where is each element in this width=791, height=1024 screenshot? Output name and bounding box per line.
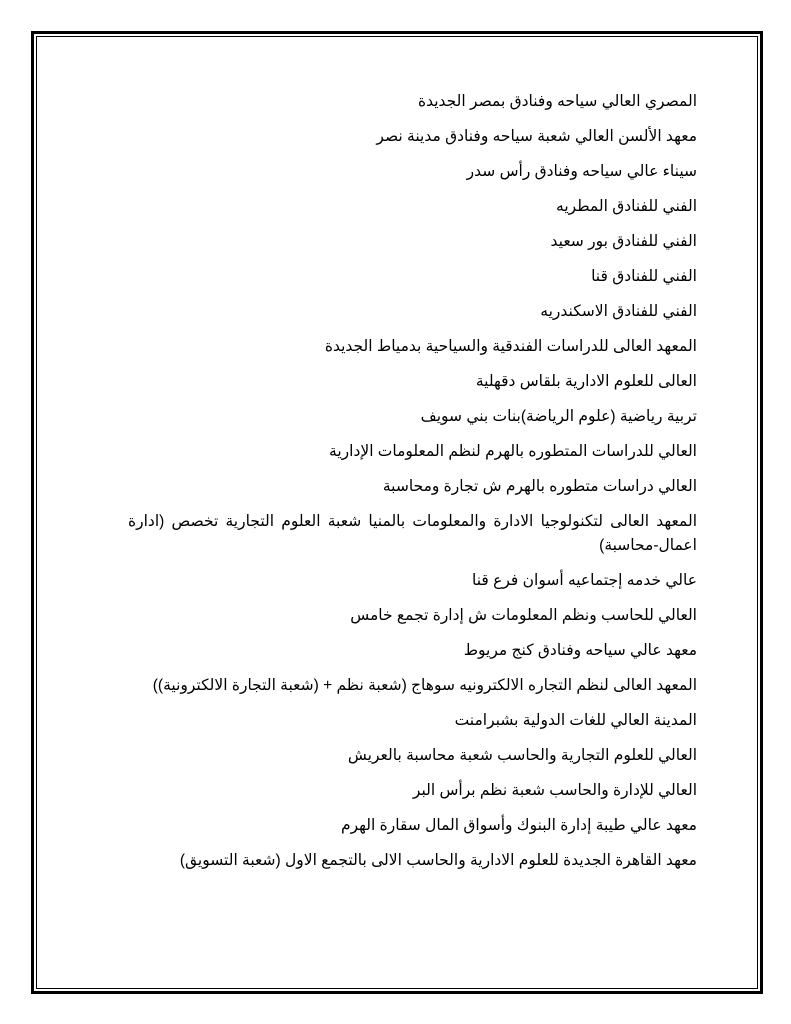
list-item: معهد عالي طيبة إدارة البنوك وأسواق المال سقارة الهرم — [341, 817, 697, 834]
list-item: الفني للفنادق المطريه — [556, 198, 697, 215]
list-item: العالي للحاسب ونظم المعلومات ش إدارة تجمع خامس — [350, 607, 697, 624]
list-item: الفني للفنادق الاسكندريه — [540, 303, 697, 320]
list-item: المعهد العالى لنظم التجاره الالكترونيه سوهاج (شعبة نظم + (شعبة التجارة الالكترونية)) — [152, 677, 697, 694]
list-item: العالي للعلوم التجارية والحاسب شعبة محاسبة بالعريش — [347, 747, 697, 764]
list-item: العالى للعلوم الادارية بلقاس دقهلية — [475, 373, 697, 390]
list-item: العالي دراسات متطوره بالهرم ش تجارة ومحاسبة — [382, 478, 697, 495]
list-item: المعهد العالى للدراسات الفندقية والسياحية بدمياط الجديدة — [324, 338, 697, 355]
list-item: المعهد العالى لتكنولوجيا الادارة والمعلومات بالمنيا شعبة العلوم التجارية تخصص (ادارة اعمال-محاسبة) — [128, 513, 697, 554]
list-item: معهد الألسن العالي شعبة سياحه وفنادق مدينة نصر — [376, 128, 697, 145]
list-item: تربية رياضية (علوم الرياضة)بنات بني سويف — [420, 408, 697, 425]
institute-list — [128, 90, 697, 884]
list-item: معهد القاهرة الجديدة للعلوم الادارية والحاسب الالى بالتجمع الاول (شعبة التسويق) — [179, 852, 697, 869]
list-item: الفني للفنادق بور سعيد — [550, 233, 697, 250]
list-item: عالي خدمه إجتماعيه أسوان فرع قنا — [472, 572, 697, 589]
list-item: الفني للفنادق قنا — [591, 268, 697, 285]
list-item: العالي للدراسات المتطوره بالهرم لنظم المعلومات الإدارية — [329, 443, 697, 460]
list-item: سيناء عالي سياحه وفنادق رأس سدر — [466, 163, 697, 180]
list-item: المصري العالي سياحه وفنادق بمصر الجديدة — [417, 93, 697, 110]
list-item: العالي للإدارة والحاسب شعبة نظم برأس البر — [412, 782, 697, 799]
list-item: المدينة العالي للغات الدولية بشبرامنت — [454, 712, 697, 729]
list-item: معهد عالي سياحه وفنادق كنج مريوط — [463, 642, 697, 659]
